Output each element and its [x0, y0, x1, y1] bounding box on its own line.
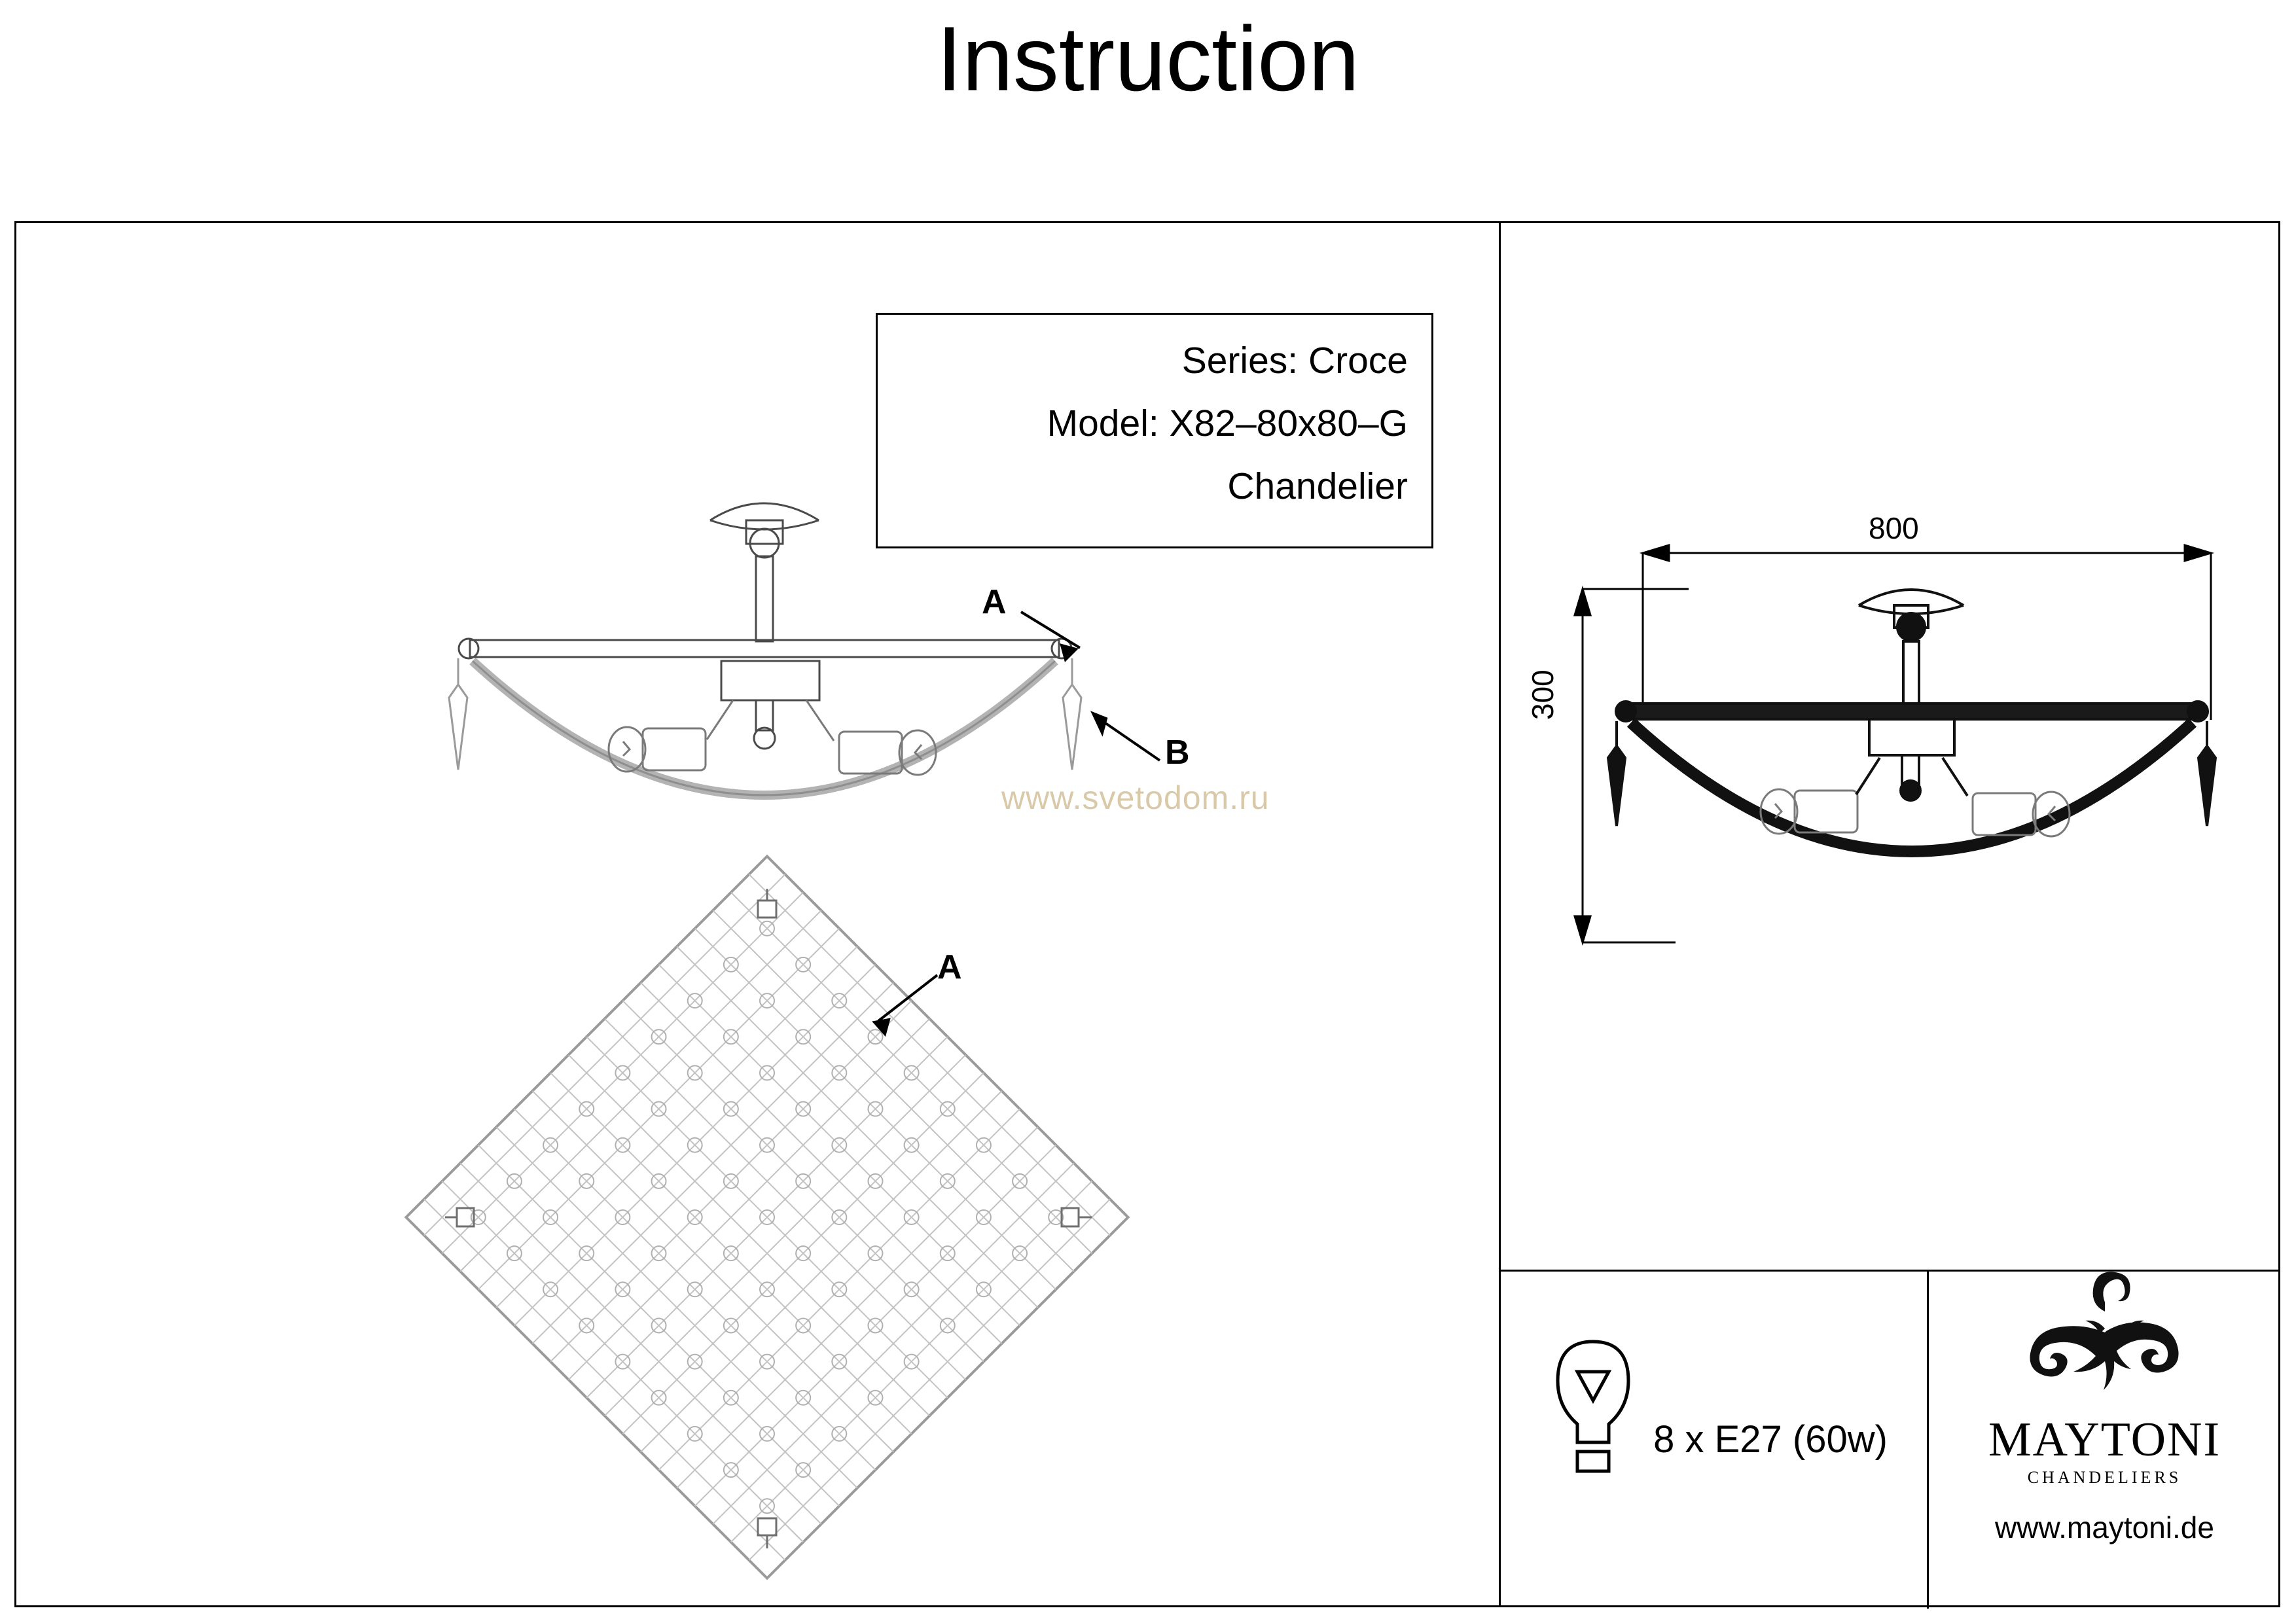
watermark-text: www.svetodom.ru: [1001, 779, 1270, 816]
lamp-spec-block: [1499, 1270, 1927, 1609]
brand-block: [1929, 1272, 2280, 1609]
callout-label-a-plan: A: [937, 948, 962, 986]
series-text: Series: Croce: [1181, 340, 1408, 382]
brand-subtitle: CHANDELIERS: [2027, 1467, 2182, 1487]
brand-url[interactable]: www.maytoni.de: [1995, 1510, 2214, 1544]
callout-label-a-front: A: [982, 583, 1007, 621]
model-text: Model: X82–80x80–G: [1047, 402, 1408, 444]
callout-label-b-front: B: [1165, 734, 1190, 772]
dimension-height-label: 300: [1526, 669, 1560, 720]
product-info-box: [876, 313, 1433, 548]
page-title: Instruction: [937, 7, 1359, 110]
brand-name: MAYTONI: [1988, 1412, 2221, 1467]
dimension-width-label: 800: [1869, 511, 1919, 545]
type-text: Chandelier: [1227, 465, 1408, 507]
lamp-spec-text: 8 x E27 (60w): [1653, 1418, 1888, 1461]
